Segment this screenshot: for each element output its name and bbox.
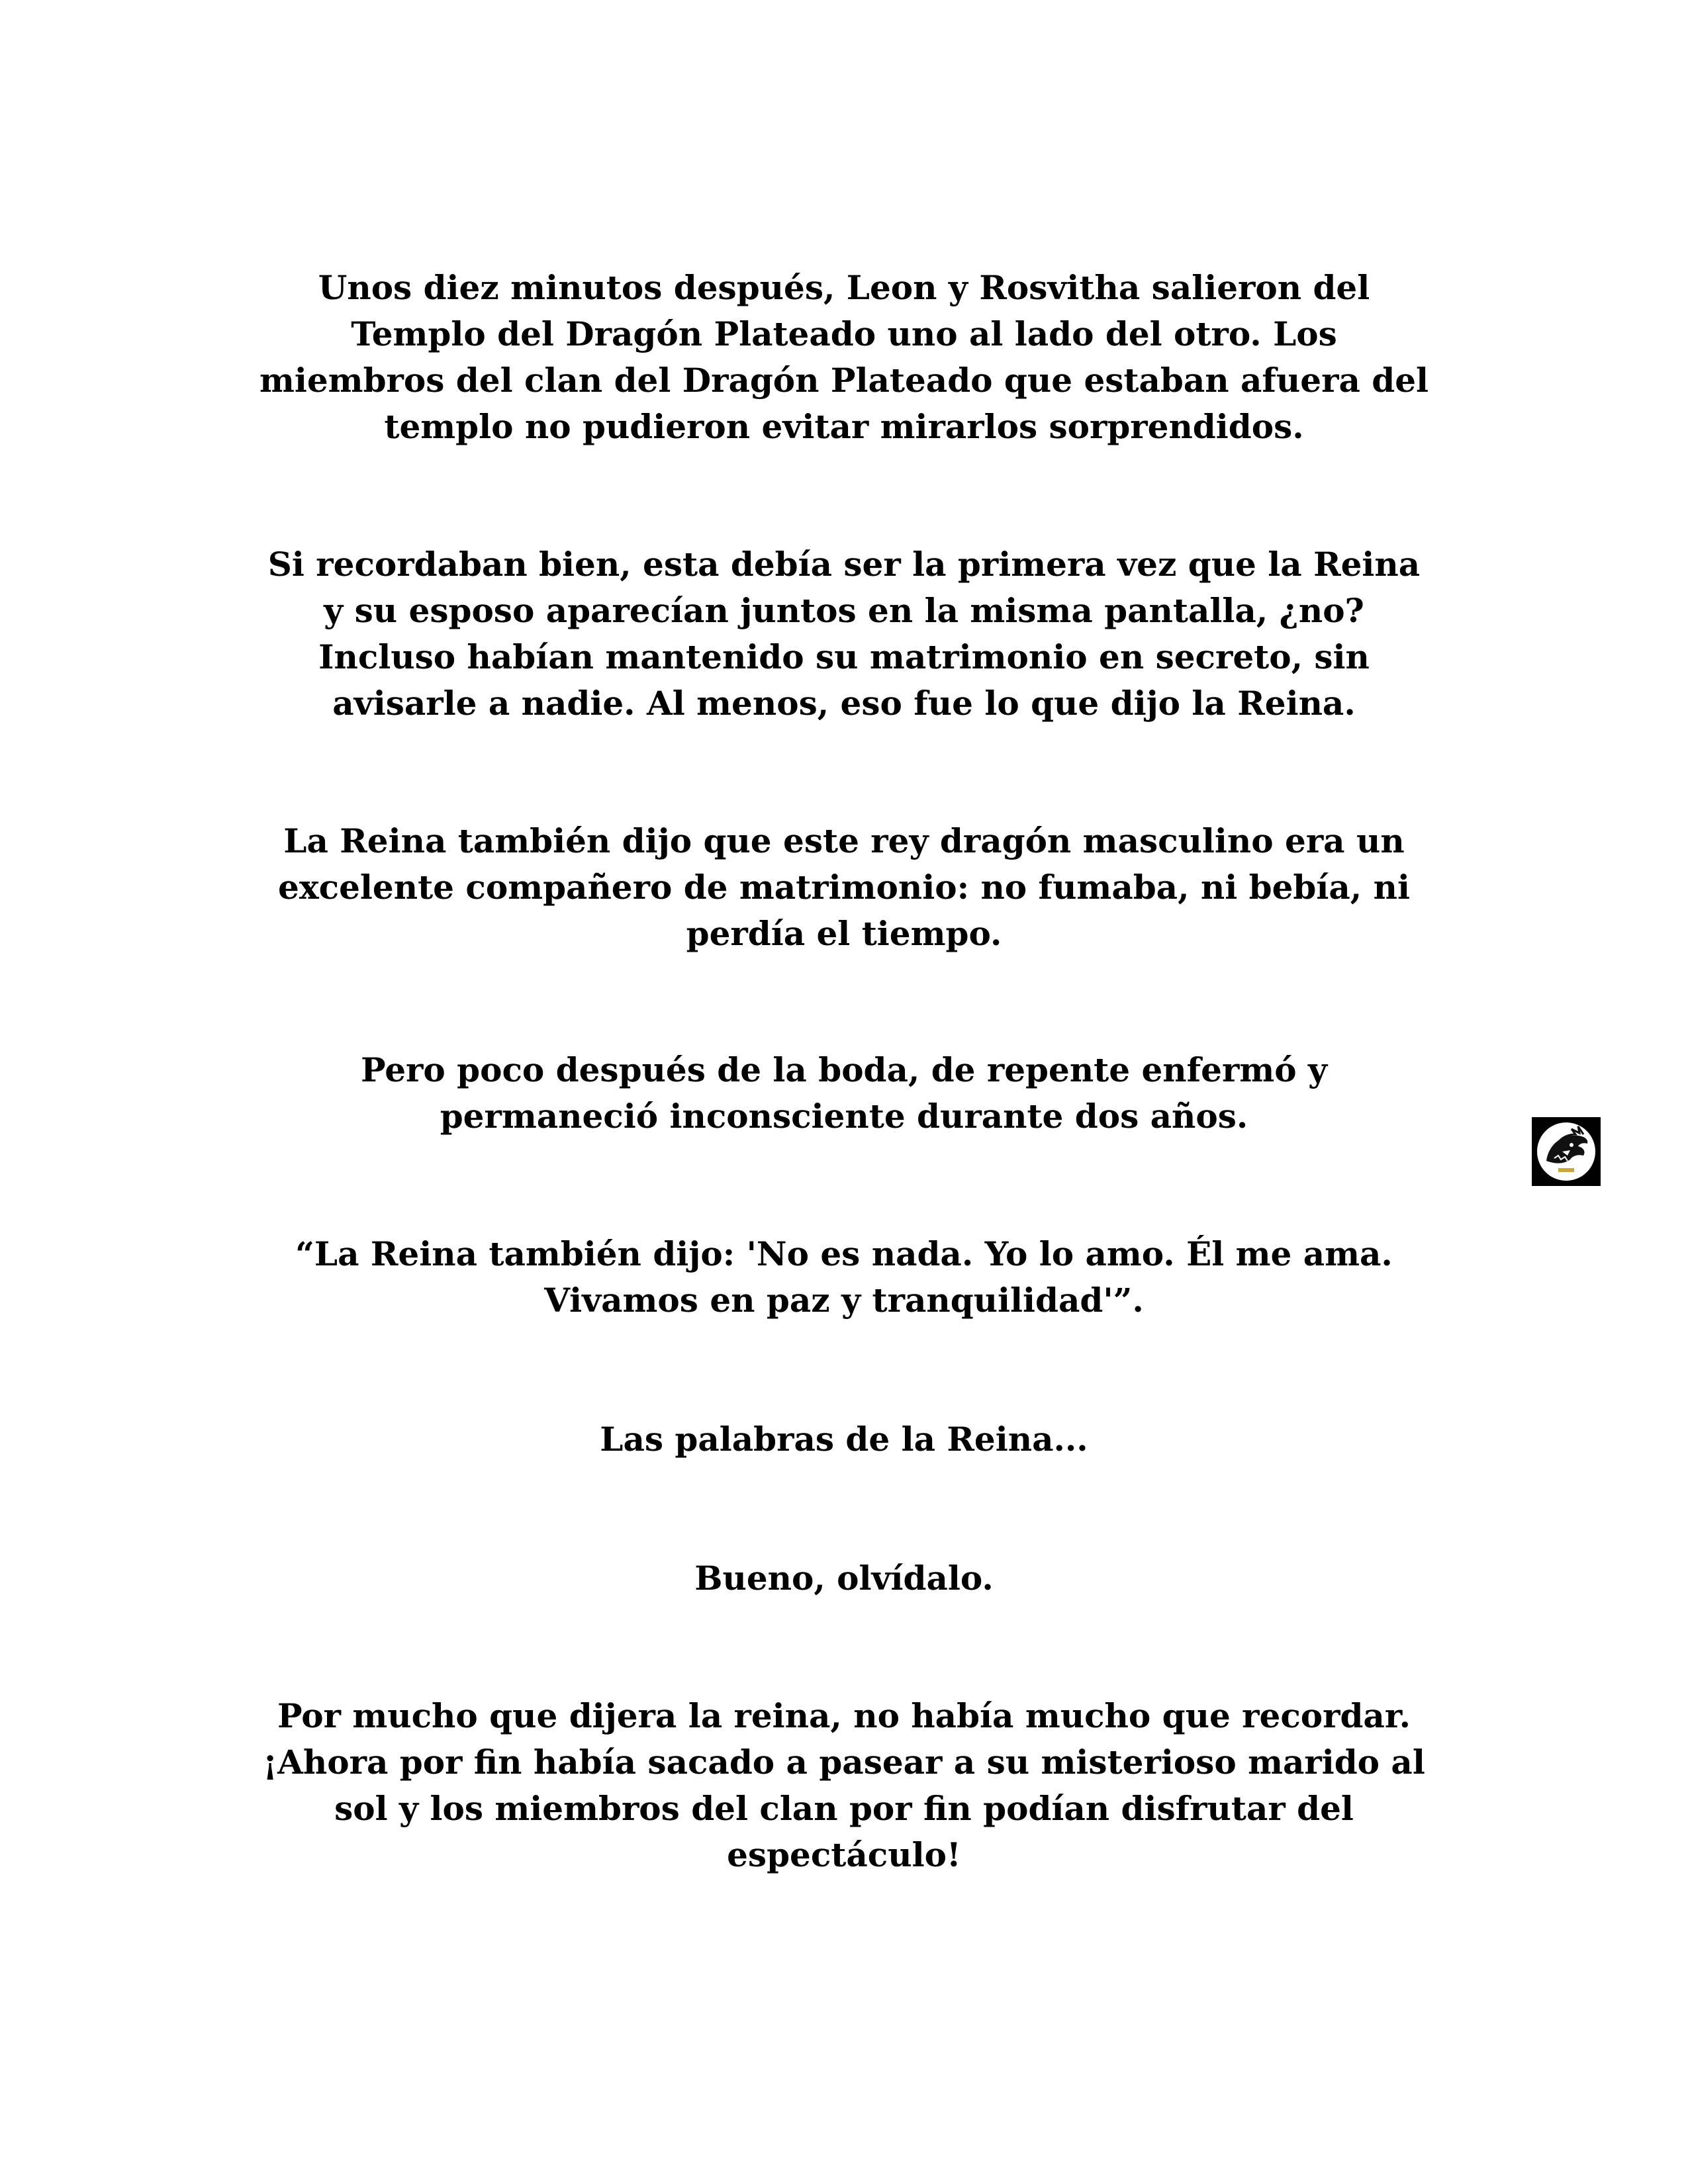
text-line: Templo del Dragón Plateado uno al lado del otro. Los [351,314,1337,353]
text-line: templo no pudieron evitar mirarlos sorprendidos. [384,407,1304,446]
text-line: Bueno, olvídalo. [694,1559,994,1598]
paragraph-4 [215,1047,1473,1140]
paragraph-5 [215,1231,1473,1324]
text-line: La Reina también dijo que este rey dragón masculino era un [283,821,1405,860]
text-line: sol y los miembros del clan por fin podían disfrutar del [334,1789,1354,1828]
text-line: excelente compañero de matrimonio: no fumaba, ni bebía, ni [278,868,1410,907]
text-line: Si recordaban bien, esta debía ser la primera vez que la Reina [267,545,1421,584]
dragon-head-logo-icon [1532,1117,1601,1186]
dragon-head-logo-icon [1532,1117,1601,1186]
paragraph-3 [215,818,1473,957]
text-line: avisarle a nadie. Al menos, eso fue lo que dijo la Reina. [332,684,1356,723]
paragraph-1 [215,265,1473,450]
paragraph-7 [215,1555,1473,1602]
text-line: Vivamos en paz y tranquilidad'”. [544,1281,1144,1320]
text-line: permaneció inconsciente durante dos años. [440,1097,1248,1136]
paragraph-2 [215,541,1473,727]
text-line: miembros del clan del Dragón Plateado que estaban afuera del [259,361,1429,400]
text-line: Las palabras de la Reina... [600,1420,1088,1459]
text-line: ¡Ahora por fin había sacado a pasear a su misterioso marido al [263,1743,1425,1782]
text-line: “La Reina también dijo: 'No es nada. Yo lo amo. Él me ama. [295,1234,1393,1273]
text-line: espectáculo! [727,1835,961,1874]
paragraph-6 [215,1416,1473,1463]
text-line: y su esposo aparecían juntos en la misma pantalla, ¿no? [324,591,1364,630]
text-line: Por mucho que dijera la reina, no había mucho que recordar. [277,1696,1411,1735]
text-line: perdía el tiempo. [686,914,1002,953]
text-line: Pero poco después de la boda, de repente enfermó y [360,1050,1328,1089]
text-line: Incluso habían mantenido su matrimonio en secreto, sin [318,637,1370,676]
text-line: Unos diez minutos después, Leon y Rosvitha salieron del [318,268,1370,307]
paragraph-8 [215,1693,1473,1878]
